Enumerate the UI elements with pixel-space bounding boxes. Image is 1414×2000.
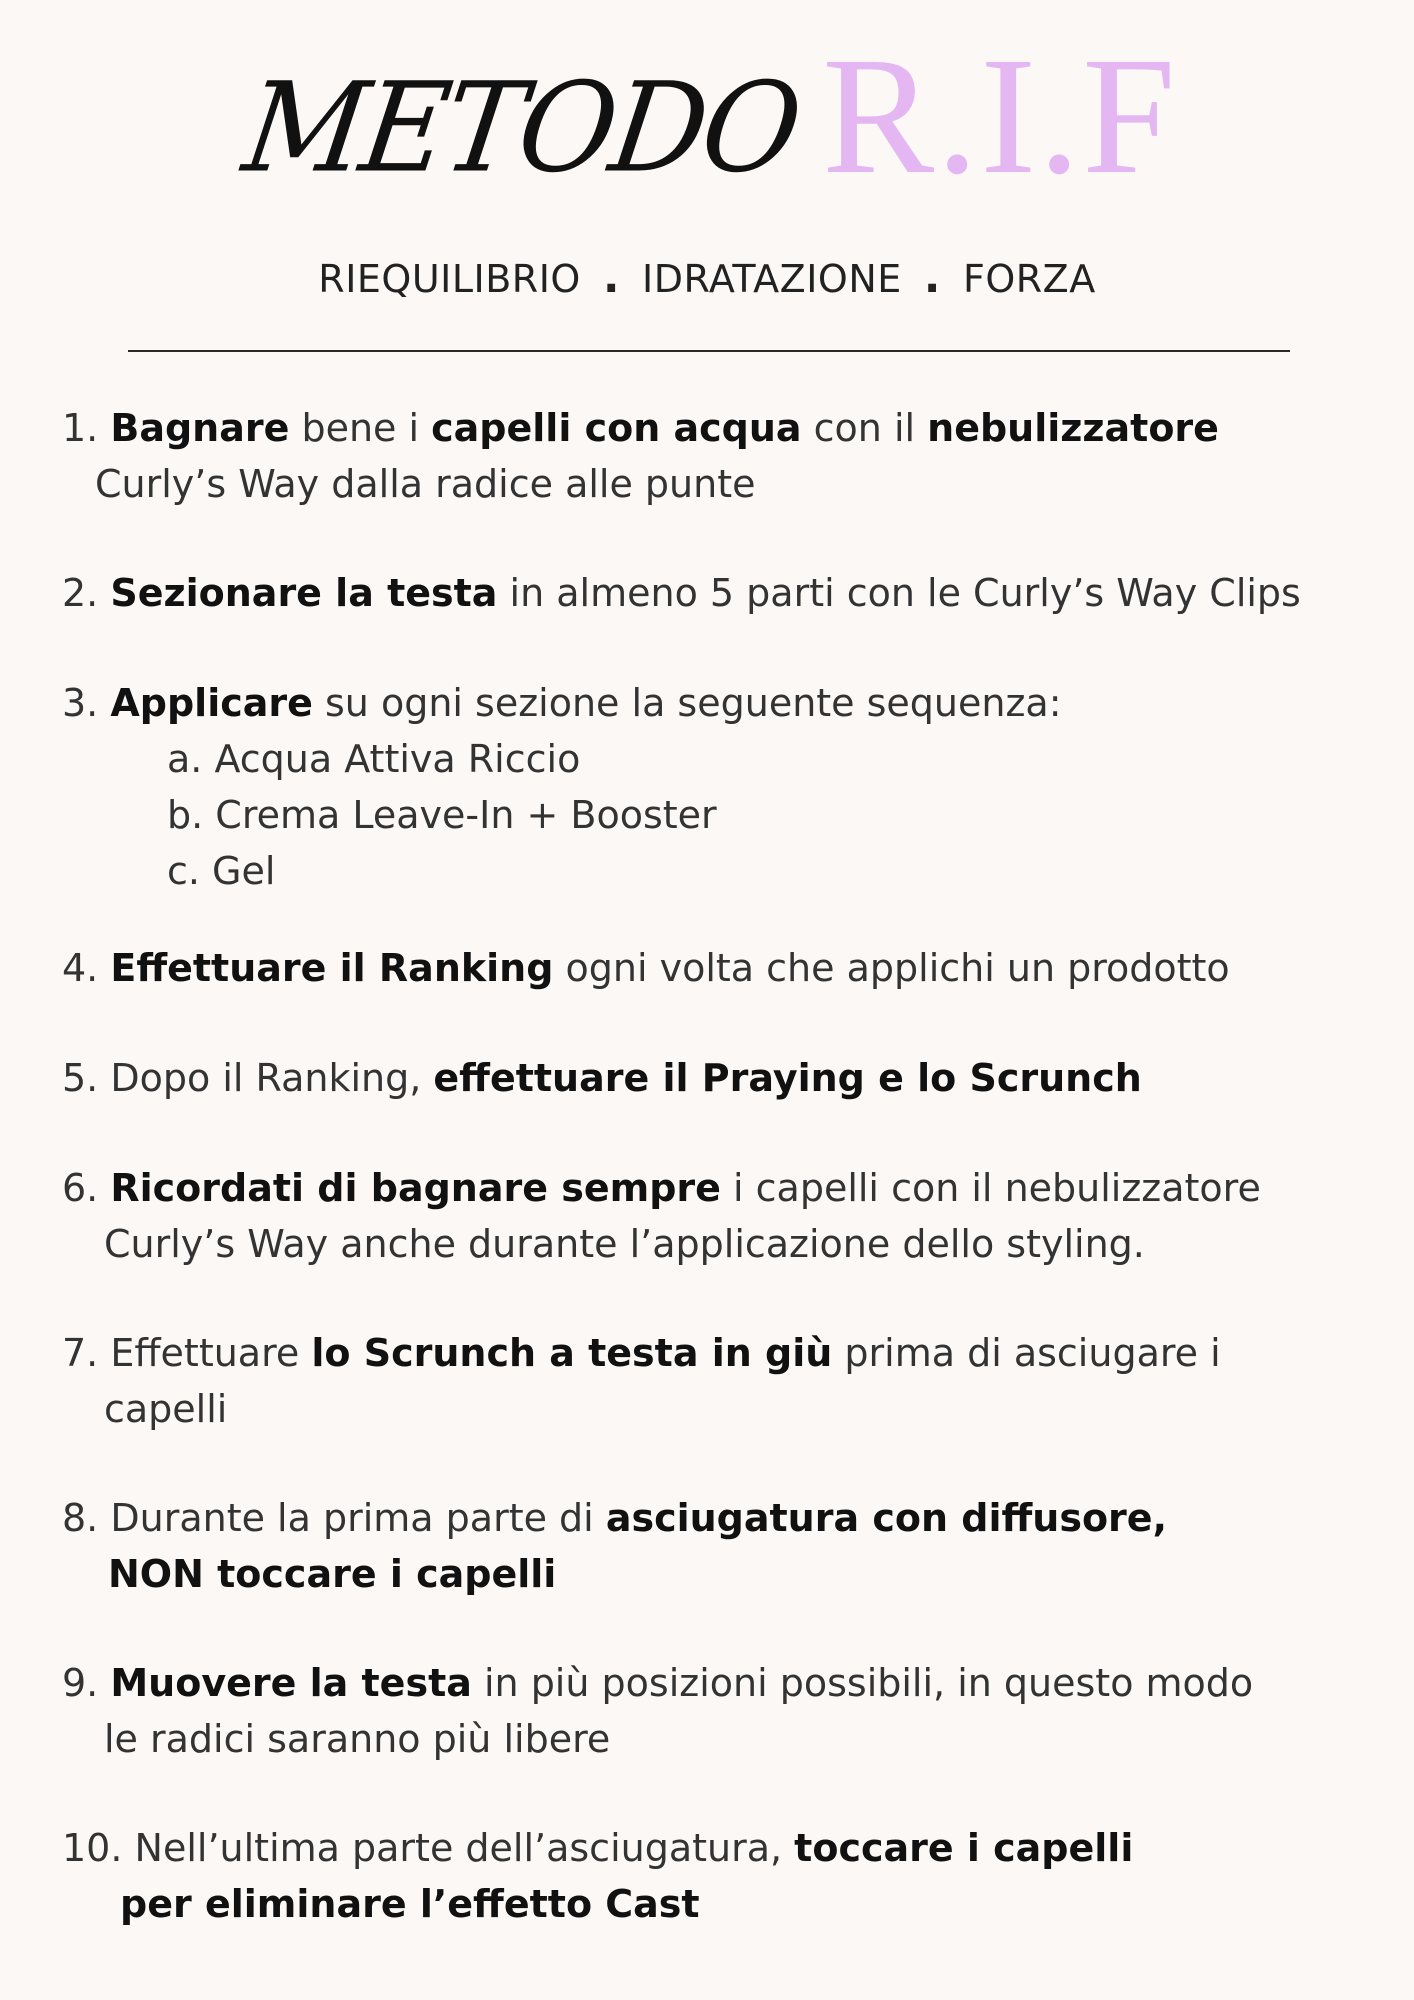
step-text-bold: asciugatura con diffusore, bbox=[605, 1496, 1167, 1540]
step-text-bold: Ricordati di bagnare sempre bbox=[110, 1166, 721, 1210]
step-line bbox=[62, 571, 1301, 615]
step-continuation: le radici saranno più libere bbox=[104, 1717, 611, 1761]
step-text: Durante la prima parte di bbox=[110, 1496, 606, 1540]
divider bbox=[128, 350, 1290, 352]
step-number: 5. bbox=[62, 1056, 99, 1100]
step-text-bold: Sezionare la testa bbox=[110, 571, 498, 615]
step-text: i capelli con il nebulizzatore bbox=[720, 1166, 1261, 1210]
step-number: 7. bbox=[62, 1331, 99, 1375]
sub-step: b. Crema Leave-In + Booster bbox=[167, 793, 717, 837]
step-text-bold: Applicare bbox=[110, 681, 313, 725]
step-text-bold: Effettuare il Ranking bbox=[110, 946, 554, 990]
step-text: su ogni sezione la seguente sequenza: bbox=[312, 681, 1062, 725]
subtitle bbox=[0, 252, 1414, 303]
step-item bbox=[62, 1820, 1362, 1932]
sub-step: c. Gel bbox=[167, 849, 276, 893]
step-text: ogni volta che applichi un prodotto bbox=[553, 946, 1230, 990]
step-text-bold: effettuare il Praying e lo Scrunch bbox=[433, 1056, 1142, 1100]
step-number: 9. bbox=[62, 1661, 99, 1705]
step-line bbox=[62, 1166, 1261, 1210]
step-line bbox=[62, 946, 1230, 990]
step-text: in almeno 5 parti con le Curly’s Way Clips bbox=[497, 571, 1301, 615]
subtitle-word: IDRATAZIONE bbox=[642, 257, 902, 301]
step-item bbox=[62, 1160, 1362, 1272]
separator-dot: . bbox=[602, 252, 621, 303]
step-number: 1. bbox=[62, 406, 99, 450]
step-item bbox=[62, 400, 1362, 512]
step-line bbox=[62, 1056, 1142, 1100]
step-text: bene i bbox=[289, 406, 432, 450]
step-item bbox=[62, 1655, 1362, 1767]
step-text: Effettuare bbox=[110, 1331, 312, 1375]
separator-dot: . bbox=[923, 252, 941, 303]
subtitle-word: FORZA bbox=[962, 257, 1096, 301]
step-line bbox=[62, 681, 1062, 725]
step-line bbox=[62, 1826, 1133, 1870]
step-line bbox=[62, 1496, 1167, 1540]
step-text: Dopo il Ranking, bbox=[110, 1056, 434, 1100]
accent-title: R.I.F bbox=[822, 23, 1178, 209]
step-number: 8. bbox=[62, 1496, 99, 1540]
step-line bbox=[62, 1331, 1221, 1375]
step-text-bold: Bagnare bbox=[110, 406, 290, 450]
step-number: 2. bbox=[62, 571, 99, 615]
title bbox=[0, 23, 1414, 209]
step-continuation: per eliminare l’effetto Cast bbox=[120, 1882, 700, 1926]
step-line bbox=[62, 406, 1219, 450]
step-text: Nell’ultima parte dell’asciugatura, bbox=[134, 1826, 795, 1870]
step-text-bold: Muovere la testa bbox=[110, 1661, 472, 1705]
step-text-bold: capelli con acqua bbox=[431, 406, 802, 450]
step-text: con il bbox=[801, 406, 928, 450]
step-continuation: NON toccare i capelli bbox=[108, 1552, 557, 1596]
step-number: 10. bbox=[62, 1826, 123, 1870]
step-number: 4. bbox=[62, 946, 99, 990]
subtitle-word: RIEQUILIBRIO bbox=[318, 257, 581, 301]
step-item bbox=[62, 675, 1362, 899]
step-continuation: capelli bbox=[104, 1387, 228, 1431]
step-item bbox=[62, 940, 1362, 996]
sub-step: a. Acqua Attiva Riccio bbox=[167, 737, 581, 781]
step-number: 3. bbox=[62, 681, 99, 725]
step-text: prima di asciugare i bbox=[832, 1331, 1221, 1375]
step-item bbox=[62, 565, 1362, 621]
step-continuation: Curly’s Way anche durante l’applicazione dello styling. bbox=[104, 1222, 1145, 1266]
step-text: in più posizioni possibili, in questo modo bbox=[471, 1661, 1254, 1705]
step-text-bold: nebulizzatore bbox=[927, 406, 1219, 450]
script-title: METODO bbox=[236, 55, 807, 200]
step-item bbox=[62, 1325, 1362, 1437]
step-number: 6. bbox=[62, 1166, 99, 1210]
step-text-bold: lo Scrunch a testa in giù bbox=[311, 1331, 833, 1375]
step-item bbox=[62, 1490, 1362, 1602]
step-text-bold: toccare i capelli bbox=[794, 1826, 1134, 1870]
step-line bbox=[62, 1661, 1253, 1705]
step-item bbox=[62, 1050, 1362, 1106]
step-continuation: Curly’s Way dalla radice alle punte bbox=[95, 462, 756, 506]
